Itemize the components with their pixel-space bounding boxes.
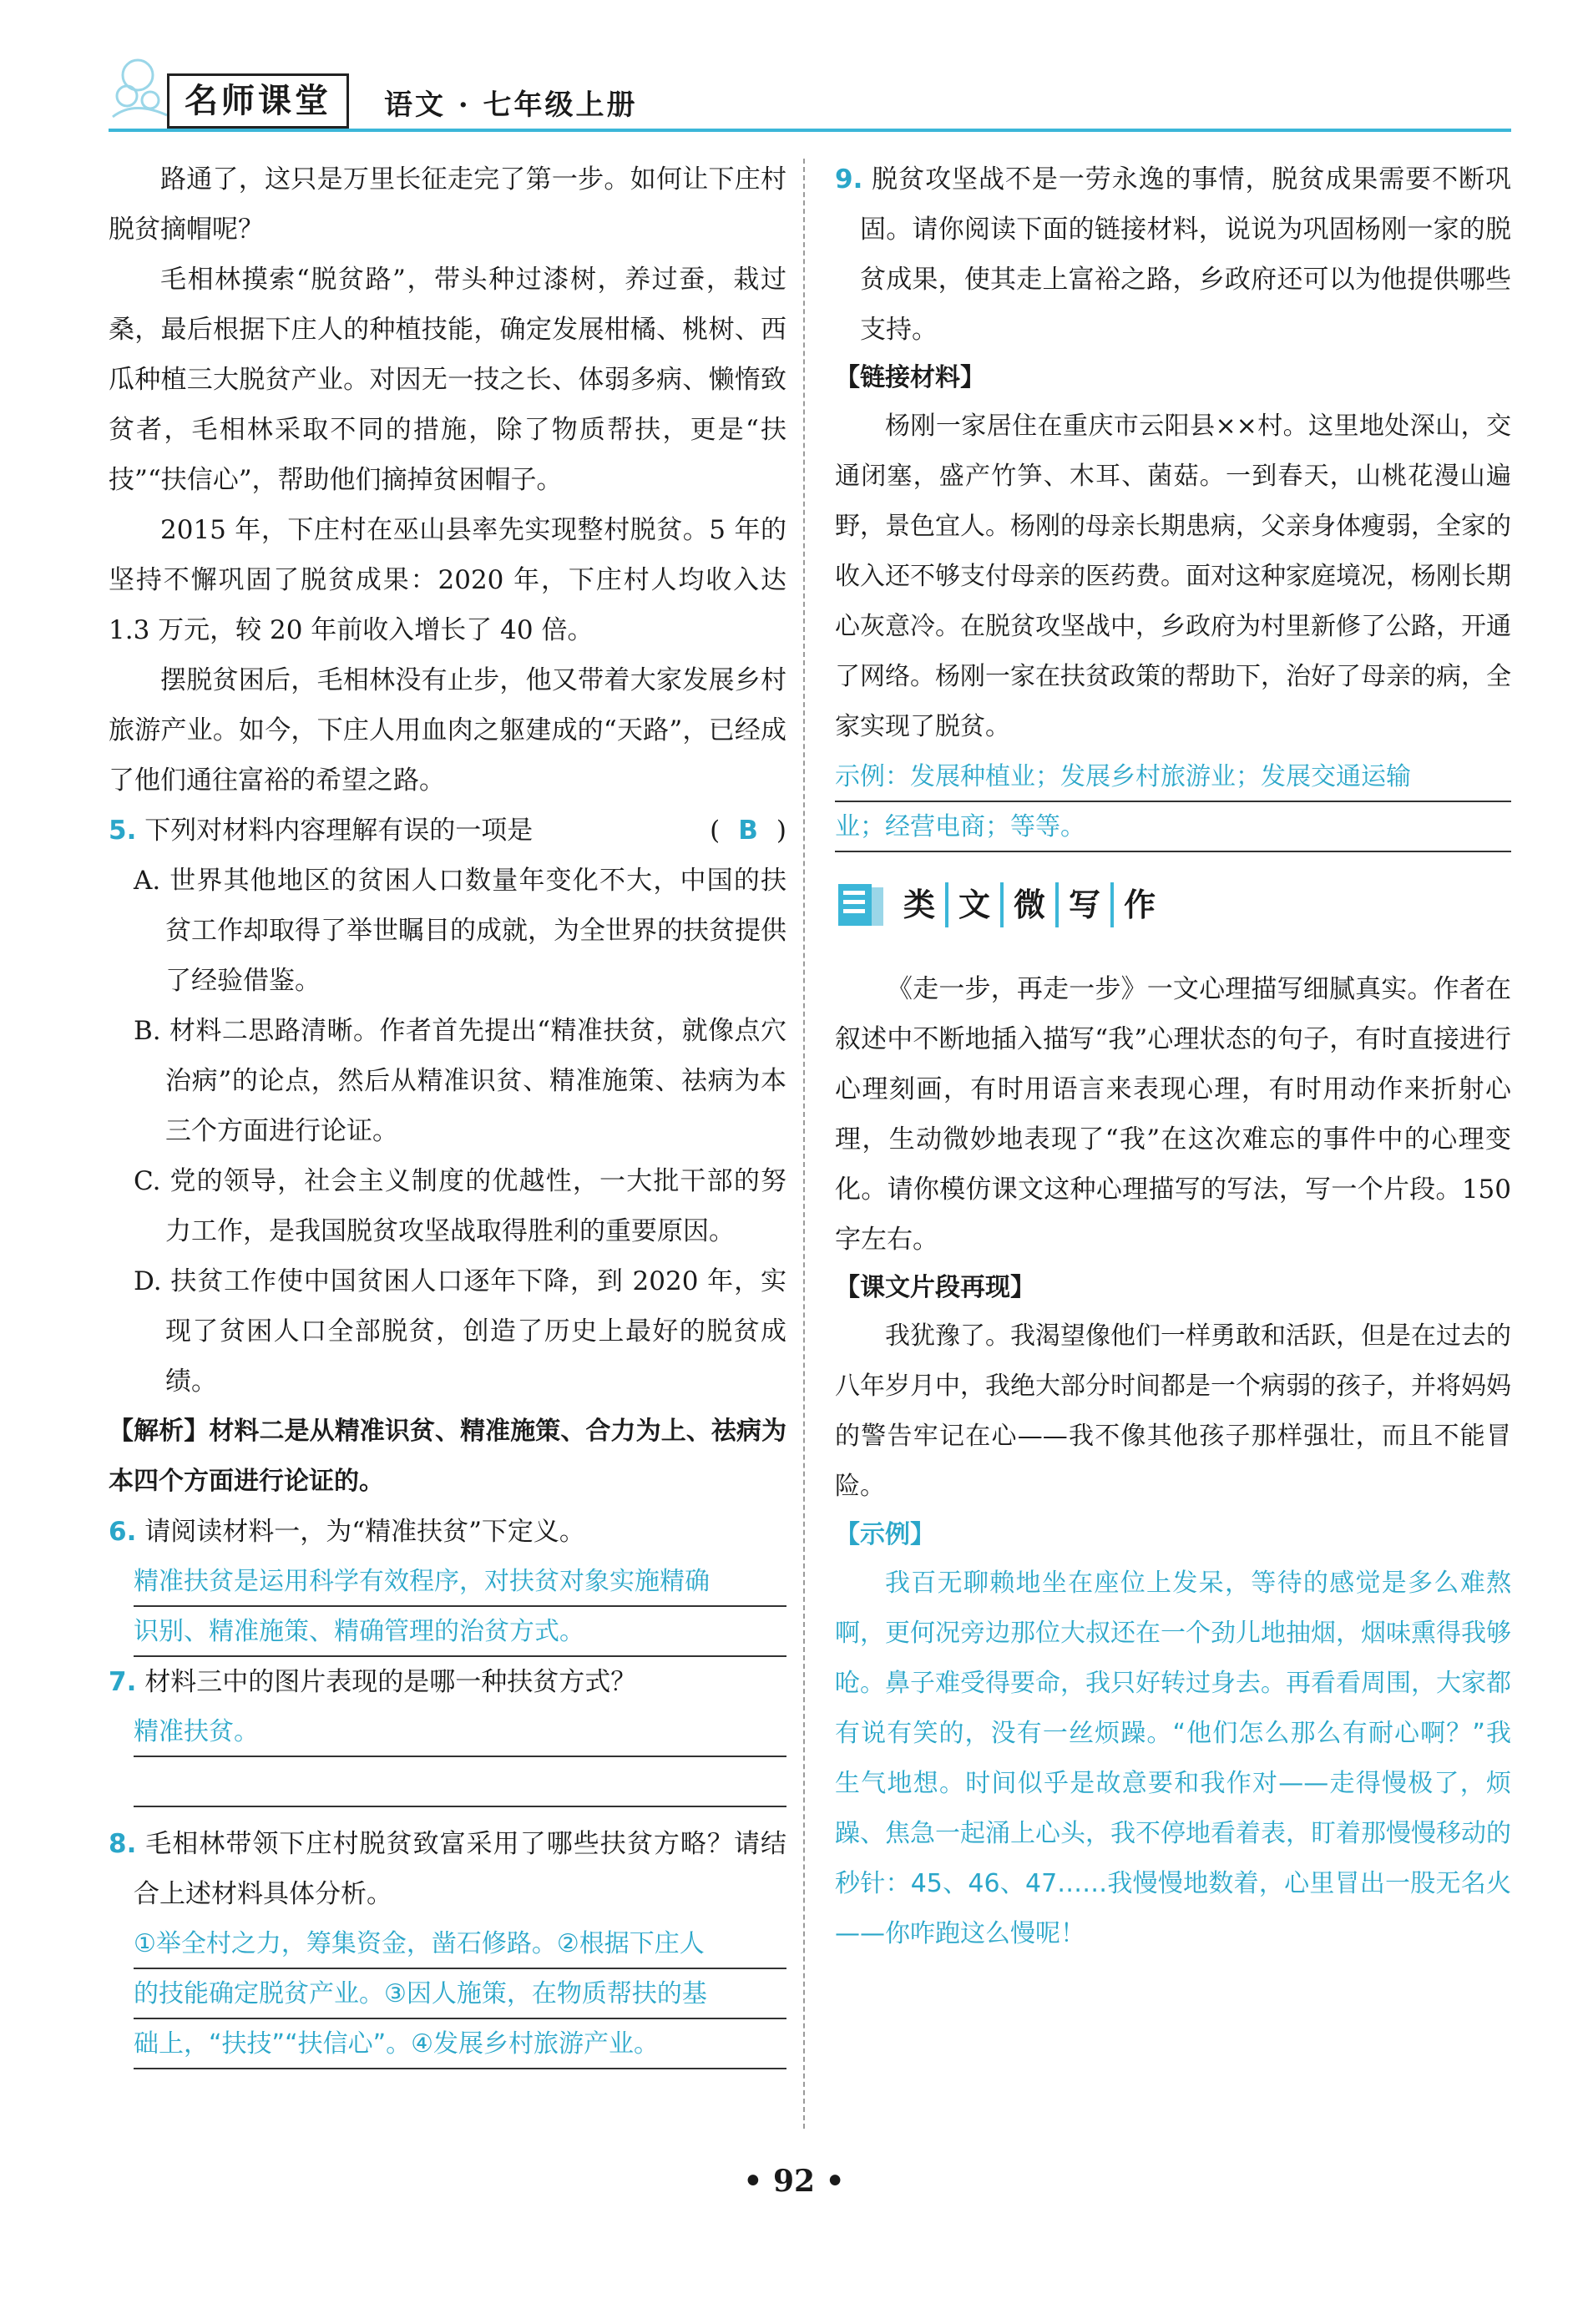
question-number: 8. (109, 1829, 137, 1859)
analysis-tag: 【解析】 (109, 1417, 210, 1446)
passage-paragraph: 摆脱贫困后，毛相林没有止步，他又带着大家发展乡村旅游产业。如今，下庄人用血肉之躯建成的“天路”，已经成了他们通往富裕的希望之路。 (109, 665, 786, 796)
title-char: 微 (1004, 882, 1059, 927)
question-6 (109, 1507, 786, 1557)
passage-paragraph: 路通了，这只是万里长征走完了第一步。如何让下庄村脱贫摘帽呢？ (109, 164, 786, 245)
link-material-tag: 【链接材料】 (835, 363, 985, 392)
option-b: B. 材料二思路清晰。作者首先提出“精准扶贫，就像点穴治病”的论点，然后从精准识贫、精准施策、祛病为本三个方面进行论证。 (134, 1016, 786, 1146)
answer-8 (109, 1919, 786, 2069)
page-number: • 92 • (743, 2164, 845, 2199)
question-5 (109, 806, 786, 856)
answer-6 (109, 1557, 786, 1657)
header-rule (109, 129, 1511, 132)
answer-9 (835, 752, 1511, 852)
subject-title: 语文 · 七年级上册 (384, 88, 638, 122)
question-text: 下列对材料内容理解有误的一项是 (144, 816, 534, 846)
option-a: A. 世界其他地区的贫困人口数量年变化不大，中国的扶贫工作却取得了举世瞩目的成就，为全世界的扶贫提供了经验借鉴。 (134, 866, 786, 996)
writing-prompt: 《走一步，再走一步》一文心理描写细腻真实。作者在叙述中不断地插入描写“我”心理状态的句子，有时直接进行心理刻画，有时用语言来表现心理，有时用动作来折射心理，生动微妙地表现了“我”在这次难忘的事件中的心理变化。请你模仿课文这种心理描写的写法，写一个片段。150 字左右。 (835, 974, 1511, 1255)
answer-bracket (710, 806, 786, 856)
question-7 (109, 1657, 786, 1707)
answer-line: 的技能确定脱贫产业。③因人施策，在物质帮扶的基 (134, 1969, 786, 2019)
right-column (835, 154, 1511, 1959)
decorative-flower-icon (109, 50, 175, 125)
question-text: 毛相林带领下庄村脱贫致富采用了哪些扶贫方略？请结合上述材料具体分析。 (134, 1829, 786, 1909)
brand-logo: 名师课堂 (167, 73, 349, 129)
answer-line: 精准扶贫。 (134, 1707, 786, 1757)
option-c: C. 党的领导，社会主义制度的优越性，一大批干部的努力工作，是我国脱贫攻坚战取得胜利的重要原因。 (134, 1166, 786, 1246)
question-9 (835, 154, 1511, 355)
answer-line: ①举全村之力，筹集资金，凿石修路。②根据下庄人 (134, 1919, 786, 1969)
excerpt-tag: 【课文片段再现】 (835, 1273, 1035, 1302)
answer-line: 精准扶贫是运用科学有效程序，对扶贫对象实施精确 (134, 1557, 786, 1607)
link-material-text: 杨刚一家居住在重庆市云阳县××村。这里地处深山，交通闭塞，盛产竹笋、木耳、菌菇。一到春天，山桃花漫山遍野，景色宜人。杨刚的母亲长期患病，父亲身体瘦弱，全家的收入还不够支付母亲的医药费。面对这种家庭境况，杨刚长期心灰意冷。在脱贫攻坚战中，乡政府为村里新修了公路，开通了网络。杨刚一家在扶贫政策的帮助下，治好了母亲的病，全家实现了脱贫。 (835, 412, 1511, 741)
column-divider (803, 159, 805, 2129)
option-d: D. 扶贫工作使中国贫困人口逐年下降，到 2020 年，实现了贫困人口全部脱贫，创造了历史上最好的脱贫成绩。 (134, 1266, 786, 1397)
paren-close: ) (776, 816, 786, 846)
title-char: 写 (1059, 882, 1114, 927)
question-text: 请阅读材料一，为“精准扶贫”下定义。 (144, 1517, 585, 1547)
title-char: 作 (1124, 887, 1156, 923)
analysis (109, 1407, 786, 1507)
excerpt-text: 我犹豫了。我渴望像他们一样勇敢和活跃，但是在过去的八年岁月中，我绝大部分时间都是一个病弱的孩子，并将妈妈的警告牢记在心——我不像其他孩子那样强壮，而且不能冒险。 (835, 1321, 1511, 1501)
answer-line: 识别、精准施策、精确管理的治贫方式。 (134, 1607, 786, 1657)
question-8 (109, 1819, 786, 1919)
paren-open: ( (710, 816, 721, 846)
left-column (109, 154, 786, 2069)
page-header (109, 42, 1511, 134)
answer-7 (109, 1707, 786, 1757)
example-text: 我百无聊赖地坐在座位上发呆，等待的感觉是多么难熬啊，更何况旁边那位大叔还在一个劲儿地抽烟，烟味熏得我够呛。鼻子难受得要命，我只好转过身去。再看看周围，大家都有说有笑的，没有一丝烦躁。“他们怎么那么有耐心啊？”我生气地想。时间似乎是故意要和我作对——走得慢极了，烦躁、焦急一起涌上心头，我不停地看着表，盯着那慢慢移动的秒针：45、46、47……我慢慢地数着，心里冒出一股无名火——你咋跑这么慢呢！ (835, 1569, 1511, 1948)
example-tag: 【示例】 (835, 1520, 935, 1549)
passage-paragraph: 毛相林摸索“脱贫路”，带头种过漆树，养过蚕，栽过桑，最后根据下庄人的种植技能，确定发展柑橘、桃树、西瓜种植三大脱贫产业。对因无一技之长、体弱多病、懒惰致贫者，毛相林采取不同的措施，除了物质帮扶，更是“扶技”“扶信心”，帮助他们摘掉贫困帽子。 (109, 265, 786, 495)
section-title (835, 864, 1511, 956)
book-icon (835, 879, 887, 931)
question-number: 6. (109, 1517, 137, 1547)
question-text: 材料三中的图片表现的是哪一种扶贫方式？ (144, 1667, 637, 1697)
section-title-text (893, 882, 1166, 927)
question-number: 9. (835, 164, 863, 195)
question-text: 脱贫攻坚战不是一劳永逸的事情，脱贫成果需要不断巩固。请你阅读下面的链接材料，说说为巩固杨刚一家的脱贫成果，使其走上富裕之路，乡政府还可以为他提供哪些支持。 (860, 164, 1512, 345)
passage-paragraph: 2015 年，下庄村在巫山县率先实现整村脱贫。5 年的坚持不懈巩固了脱贫成果：2020 年，下庄村人均收入达 1.3 万元，较 20 年前收入增长了 40 倍。 (109, 515, 786, 645)
answer-line: 业；经营电商；等等。 (835, 802, 1511, 852)
answer-line: 础上，“扶技”“扶信心”。④发展乡村旅游产业。 (134, 2019, 786, 2069)
title-char: 类 (893, 882, 948, 927)
question-number: 7. (109, 1667, 137, 1697)
title-char: 文 (948, 882, 1004, 927)
analysis-text: 材料二是从精准识贫、精准施策、合力为上、祛病为本四个方面进行论证的。 (109, 1417, 787, 1496)
answer-choice: B (738, 816, 758, 846)
question-number: 5. (109, 816, 137, 846)
answer-line: 示例：发展种植业；发展乡村旅游业；发展交通运输 (835, 752, 1511, 802)
blank-answer-line (134, 1757, 786, 1807)
